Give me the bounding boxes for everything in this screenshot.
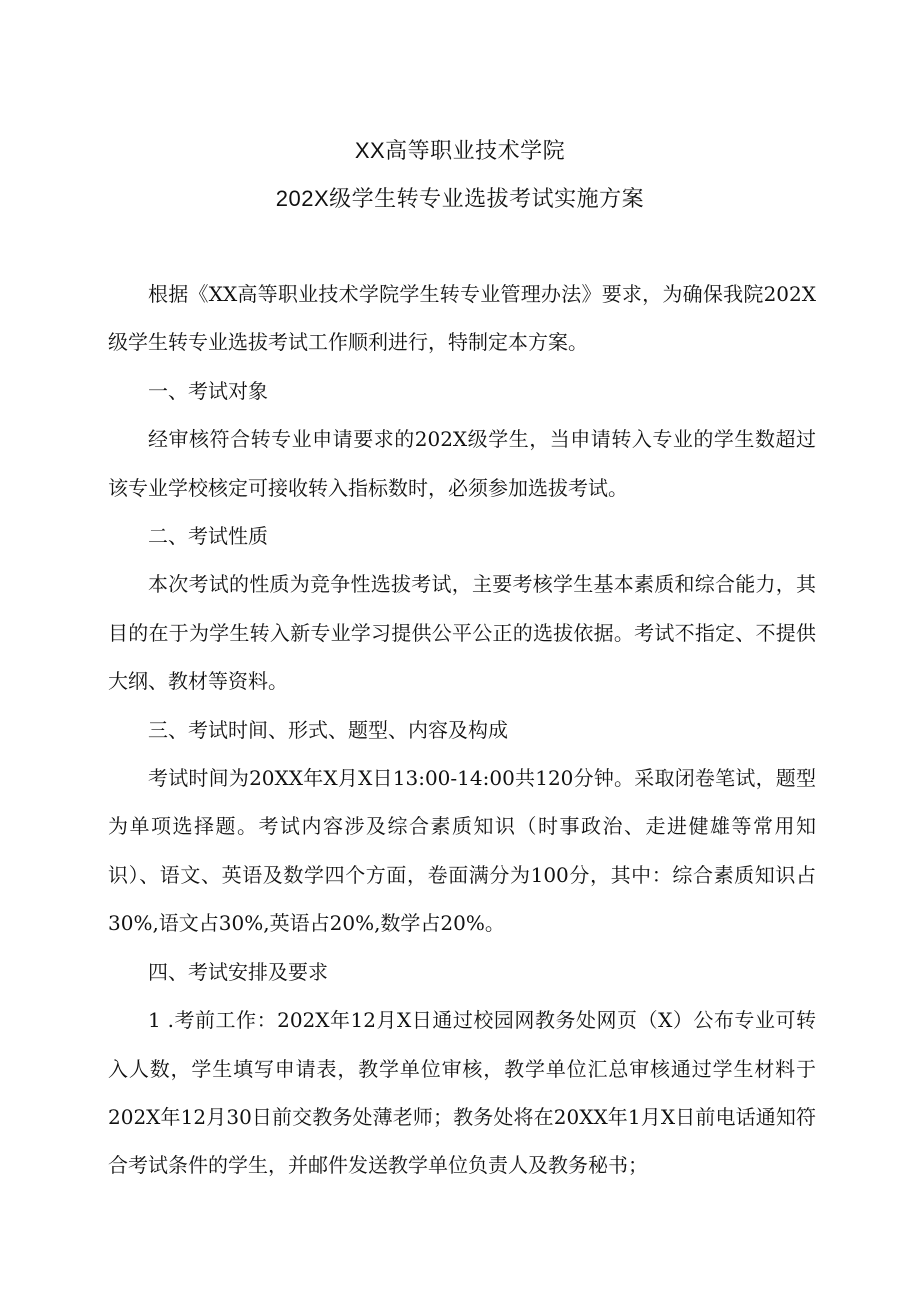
section-heading-exam-nature: 二、考试性质 bbox=[148, 524, 268, 549]
section-heading-exam-target: 一、考试对象 bbox=[148, 378, 268, 403]
paragraph-exam-target: 经审核符合转专业申请要求的202X级学生，当申请转入专业的学生数超过该专业学校核定可接收转入指标数时，必须参加选拔考试。 bbox=[108, 427, 816, 500]
document-body bbox=[108, 270, 816, 1190]
paragraph-exam-nature: 本次考试的性质为竞争性选拔考试，主要考核学生基本素质和综合能力，其目的在于为学生转入新专业学习提供公平公正的选拔依据。考试不指定、不提供大纲、教材等资料。 bbox=[108, 572, 816, 694]
intro-paragraph: 根据《XX高等职业技术学院学生转专业管理办法》要求，为确保我院202X级学生转专业选拔考试工作顺利进行，特制定本方案。 bbox=[108, 282, 816, 355]
document-title-school: XX高等职业技术学院 bbox=[354, 138, 566, 163]
paragraph-pre-exam-work: 1 .考前工作：202X年12月X日通过校园网教务处网页（X）公布专业可转入人数，学生填写申请表，教学单位审核，教学单位汇总审核通过学生材料于202X年12月30日前交教务处薄老师；教务处将在20XX年1月X日前电话通知符合考试条件的学生，并邮件发送教学单位负责人及教务秘书； bbox=[108, 1008, 816, 1178]
section-heading-exam-format: 三、考试时间、形式、题型、内容及构成 bbox=[148, 717, 508, 742]
paragraph-exam-format: 考试时间为20XX年X月X日13:00-14:00共120分钟。采取闭卷笔试，题型为单项选择题。考试内容涉及综合素质知识（时事政治、走进健雄等常用知识）、语文、英语及数学四个方面，卷面满分为100分，其中：综合素质知识占30%,语文占30%,英语占20%,数学占20%。 bbox=[108, 766, 816, 936]
document-title-plan: 202X级学生转专业选拔考试实施方案 bbox=[275, 186, 645, 211]
section-heading-exam-arrangement: 四、考试安排及要求 bbox=[148, 959, 328, 984]
